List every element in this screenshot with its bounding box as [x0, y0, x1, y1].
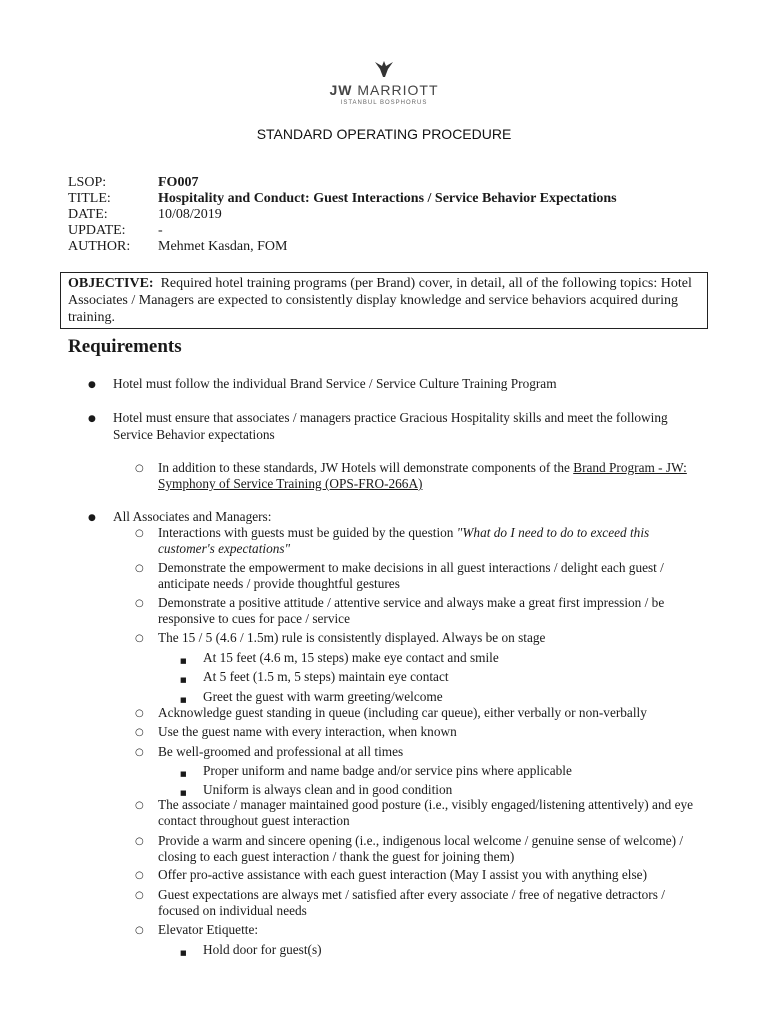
meta-value: 10/08/2019	[158, 207, 222, 222]
list-item: Demonstrate the empowerment to make decisions in all guest interactions / delight each guest /	[158, 560, 664, 575]
list-item: Proper uniform and name badge and/or service pins where applicable	[203, 763, 572, 778]
circle-bullet-icon: ○	[135, 800, 144, 811]
square-bullet-icon: ■	[180, 657, 187, 665]
list-item: All Associates and Managers:	[113, 509, 272, 524]
circle-bullet-icon: ○	[135, 633, 144, 644]
meta-label: LSOP:	[68, 175, 107, 190]
list-item-continued: responsive to cues for pace / service	[158, 611, 350, 626]
meta-value: Hospitality and Conduct: Guest Interactions / Service Behavior Expectations	[158, 191, 617, 206]
list-item: Guest expectations are always met / satisfied after every associate / free of negative detractors /	[158, 887, 665, 902]
brand-logo	[0, 60, 768, 106]
list-item: The associate / manager maintained good posture (i.e., visibly engaged/listening attentively) and eye	[158, 797, 694, 812]
meta-value: -	[158, 223, 163, 238]
meta-date	[68, 207, 728, 223]
list-item: The 15 / 5 (4.6 / 1.5m) rule is consistently displayed. Always be on stage	[158, 630, 546, 645]
list-item: In addition to these standards, JW Hotels will demonstrate components of the Brand Program - JW:	[158, 460, 687, 475]
square-bullet-icon: ■	[180, 770, 187, 778]
brand-subtitle: ISTANBUL BOSPHORUS	[340, 100, 428, 106]
brand-program-link[interactable]: Symphony of Service Training (OPS-FRO-266A)	[158, 476, 423, 491]
list-item-continued: focused on individual needs	[158, 903, 307, 918]
list-item: Elevator Etiquette:	[158, 922, 259, 937]
circle-bullet-icon: ○	[135, 598, 144, 609]
list-item: Uniform is always clean and in good condition	[203, 782, 453, 797]
list-item-continued: anticipate needs / provide thoughtful gestures	[158, 576, 400, 591]
square-bullet-icon: ■	[180, 676, 187, 684]
list-item: Be well-groomed and professional at all times	[158, 744, 404, 759]
circle-bullet-icon: ○	[135, 563, 144, 574]
meta-title	[68, 191, 728, 207]
circle-bullet-icon: ○	[135, 836, 144, 847]
circle-bullet-icon: ○	[135, 528, 144, 539]
bullet-icon: ●	[88, 380, 96, 390]
meta-author	[68, 239, 728, 255]
list-item: Use the guest name with every interaction, when known	[158, 724, 457, 739]
list-item-continued: Service Behavior expectations	[113, 427, 275, 442]
list-item: Interactions with guests must be guided by the question "What do I need to do to exceed this	[158, 525, 650, 540]
objective-box	[60, 272, 708, 329]
bullet-icon: ●	[88, 414, 96, 424]
list-item-continued: contact throughout guest interaction	[158, 813, 350, 828]
meta-label: TITLE:	[68, 191, 111, 206]
list-item: At 15 feet (4.6 m, 15 steps) make eye contact and smile	[203, 650, 499, 665]
meta-update	[68, 223, 728, 239]
list-item: Hold door for guest(s)	[203, 942, 322, 957]
circle-bullet-icon: ○	[135, 463, 144, 474]
document-meta	[68, 175, 728, 255]
square-bullet-icon: ■	[180, 949, 187, 957]
circle-bullet-icon: ○	[135, 727, 144, 738]
list-item: Offer pro-active assistance with each guest interaction (May I assist you with anything else)	[158, 867, 648, 882]
meta-lsop	[68, 175, 728, 191]
list-item: Provide a warm and sincere opening (i.e., indigenous local welcome / genuine sense of welcome) /	[158, 833, 684, 848]
objective-label: OBJECTIVE:	[68, 276, 154, 291]
brand-name: JW MARRIOTT	[329, 82, 439, 98]
meta-label: AUTHOR:	[68, 239, 131, 254]
brand-program-link[interactable]: Brand Program - JW:	[573, 460, 687, 475]
bullet-icon: ●	[88, 513, 96, 523]
meta-value: Mehmet Kasdan, FOM	[158, 239, 288, 254]
list-item: Hotel must follow the individual Brand Service / Service Culture Training Program	[113, 376, 557, 391]
meta-value: FO007	[158, 175, 199, 190]
list-item-continued: customer's expectations"	[158, 541, 291, 556]
list-item: Greet the guest with warm greeting/welcome	[203, 689, 443, 704]
document-title: STANDARD OPERATING PROCEDURE	[256, 126, 512, 142]
list-item: At 5 feet (1.5 m, 5 steps) maintain eye contact	[203, 669, 449, 684]
circle-bullet-icon: ○	[135, 925, 144, 936]
circle-bullet-icon: ○	[135, 747, 144, 758]
list-item-continued: closing to each guest interaction / thank the guest for joining them)	[158, 849, 515, 864]
requirements-heading: Requirements	[68, 336, 182, 357]
jw-bird-icon	[373, 60, 395, 78]
circle-bullet-icon: ○	[135, 870, 144, 881]
objective-text: Required hotel training programs (per Brand) cover, in detail, all of the following topics: Hotel Associates / Managers are expected to consistently display knowledge and service behaviors acquired during training.	[68, 276, 692, 325]
list-item: Demonstrate a positive attitude / attentive service and always make a great first impression / be	[158, 595, 665, 610]
circle-bullet-icon: ○	[135, 708, 144, 719]
square-bullet-icon: ■	[180, 789, 187, 797]
meta-label: DATE:	[68, 207, 108, 222]
circle-bullet-icon: ○	[135, 890, 144, 901]
square-bullet-icon: ■	[180, 696, 187, 704]
list-item: Hotel must ensure that associates / managers practice Gracious Hospitality skills and meet the following	[113, 410, 668, 425]
meta-label: UPDATE:	[68, 223, 126, 238]
list-item: Acknowledge guest standing in queue (including car queue), either verbally or non-verbally	[158, 705, 647, 720]
